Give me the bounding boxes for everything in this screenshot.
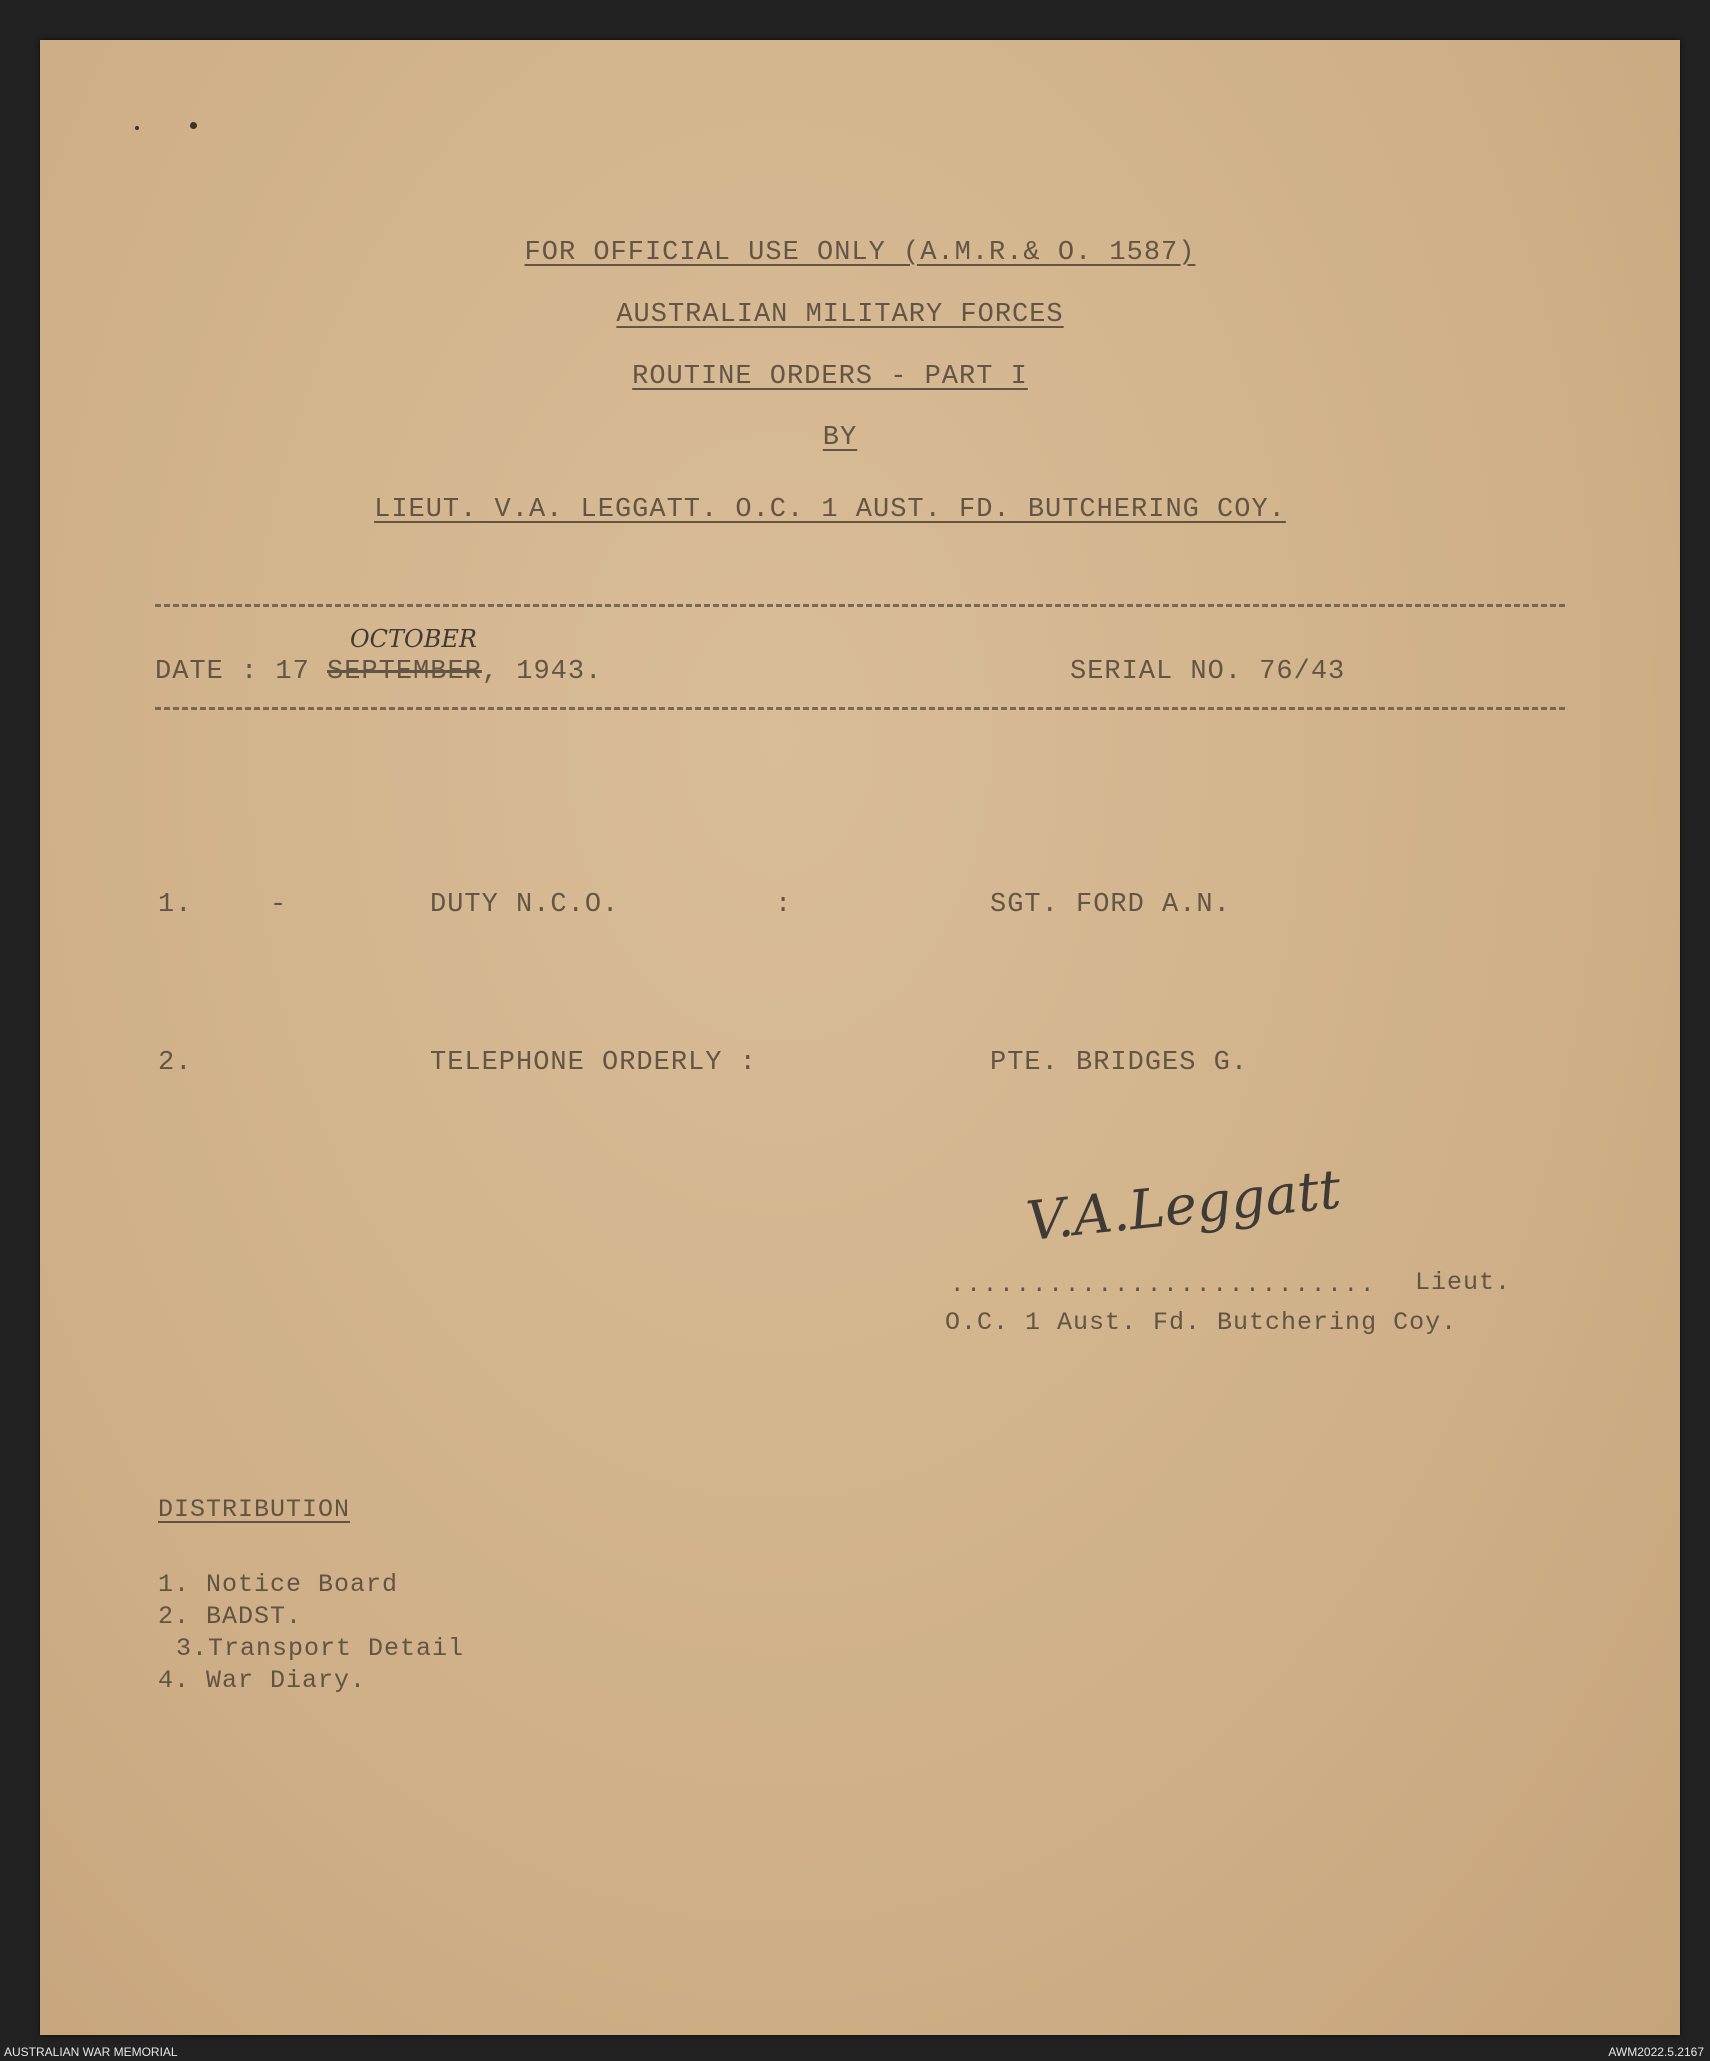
document-page bbox=[40, 40, 1680, 2035]
signature-rank: Lieut. bbox=[1415, 1268, 1512, 1297]
handwritten-month: OCTOBER bbox=[350, 625, 477, 653]
distribution-item: 4. War Diary. bbox=[158, 1666, 367, 1695]
date-line bbox=[155, 657, 602, 687]
divider-bottom bbox=[155, 707, 1565, 710]
signature: V.A.Leggatt bbox=[1023, 1157, 1344, 1253]
duty-number-1: 1. bbox=[158, 890, 193, 920]
by-heading: BY bbox=[822, 423, 858, 453]
paper-mark bbox=[135, 126, 139, 130]
officer-heading: LIEUT. V.A. LEGGATT. O.C. 1 AUST. FD. BUTCHERING COY. bbox=[374, 495, 1286, 525]
official-use-heading: FOR OFFICIAL USE ONLY (A.M.R.& O. 1587) bbox=[524, 238, 1196, 268]
duty-role-1: DUTY N.C.O. bbox=[430, 890, 620, 920]
duty-number-2: 2. bbox=[158, 1048, 193, 1078]
duty-sep-1: : bbox=[775, 890, 793, 920]
duty-role-2: TELEPHONE ORDERLY : bbox=[430, 1048, 757, 1078]
distribution-item: 2. BADST. bbox=[158, 1602, 303, 1631]
footer-credit: AUSTRALIAN WAR MEMORIAL bbox=[4, 2045, 178, 2059]
divider-top bbox=[155, 604, 1565, 607]
signature-unit: O.C. 1 Aust. Fd. Butchering Coy. bbox=[945, 1308, 1458, 1337]
distribution-item: 3.Transport Detail bbox=[176, 1634, 465, 1663]
forces-heading: AUSTRALIAN MILITARY FORCES bbox=[616, 300, 1064, 330]
paper-mark bbox=[190, 122, 197, 129]
duty-dash-1: - bbox=[270, 890, 288, 920]
distribution-item: 1. Notice Board bbox=[158, 1570, 399, 1599]
footer-accession: AWM2022.5.2167 bbox=[1608, 2045, 1704, 2059]
signature-dots: .......................... bbox=[950, 1272, 1377, 1299]
duty-name-2: PTE. BRIDGES G. bbox=[990, 1048, 1249, 1078]
struck-month: SEPTEMBER bbox=[327, 657, 482, 687]
serial-number: SERIAL NO. 76/43 bbox=[1070, 657, 1346, 687]
duty-name-1: SGT. FORD A.N. bbox=[990, 890, 1231, 920]
date-year: , 1943. bbox=[481, 657, 603, 687]
date-label: DATE : 17 bbox=[155, 657, 310, 687]
distribution-heading: DISTRIBUTION bbox=[158, 1495, 351, 1524]
routine-orders-heading: ROUTINE ORDERS - PART I bbox=[632, 362, 1028, 392]
